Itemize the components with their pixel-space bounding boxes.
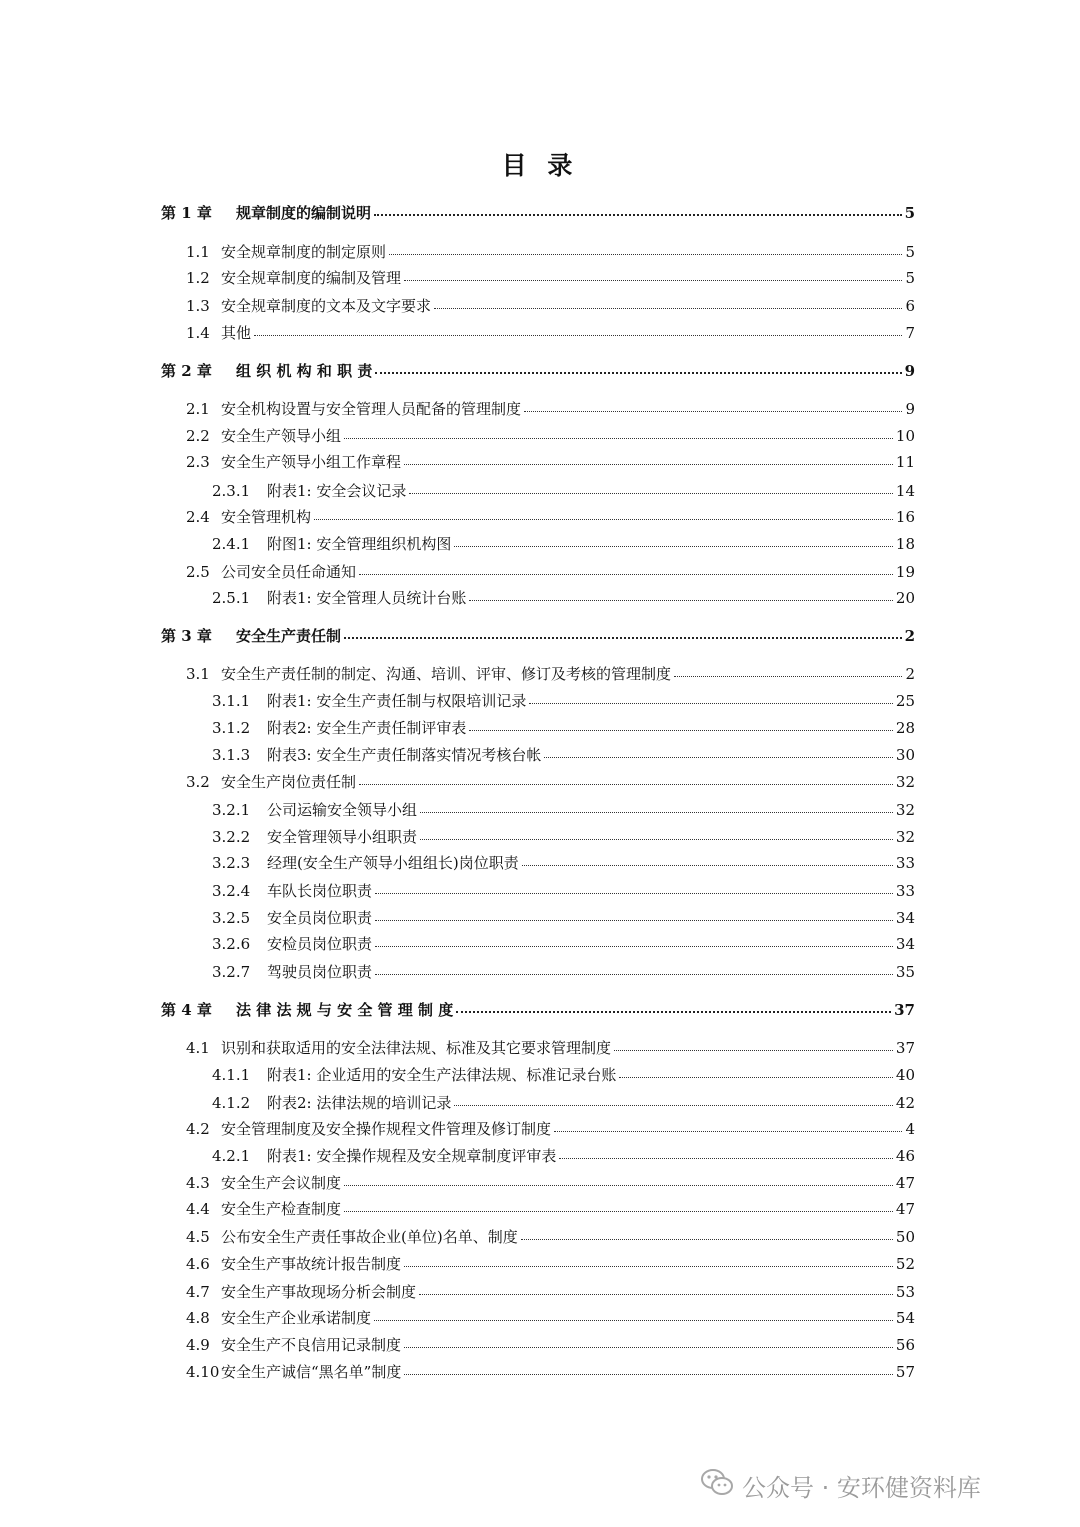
toc-entry-title: 安全规章制度的编制及管理 [221,269,402,287]
toc-entry-number: 3.2.7 [212,963,251,981]
dot-leader [404,1343,893,1348]
toc-subsection-entry[interactable] [212,934,915,954]
dot-leader [469,726,893,731]
toc-section-entry[interactable] [186,242,915,262]
toc-entry-number: 2.1 [186,400,210,418]
dot-leader [375,889,893,894]
toc-entry-title: 公司安全员任命通知 [221,563,357,581]
toc-entry-page: 46 [895,1147,915,1165]
wechat-icon [700,1467,742,1503]
toc-entry-number: 1.1 [186,243,210,261]
toc-section-entry[interactable] [186,1308,915,1328]
toc-entry-page: 9 [904,362,915,380]
toc-section-entry[interactable] [186,426,915,446]
toc-subsection-entry[interactable] [212,881,915,901]
toc-entry-page: 11 [895,453,915,471]
toc-section-entry[interactable] [186,1173,915,1193]
toc-entry-page: 7 [905,324,915,342]
dot-leader [469,596,893,601]
toc-entry-number: 4.6 [186,1255,210,1273]
dot-leader [359,780,893,785]
toc-entry-title: 识别和获取适用的安全法律法规、标准及其它要求管理制度 [221,1039,612,1057]
dot-leader [404,1262,893,1267]
toc-entry-number: 3.2.1 [212,801,251,819]
toc-entry-number: 4.5 [186,1228,210,1246]
dot-leader [674,672,902,677]
toc-entry-title: 安全生产责任制 [236,627,342,645]
toc-entry-number: 1.2 [186,269,210,287]
toc-entry-page: 32 [895,828,915,846]
toc-subsection-entry[interactable] [212,481,915,501]
toc-entry-page: 50 [895,1228,915,1246]
toc-entry-number: 4.1 [186,1039,210,1057]
toc-entry-page: 16 [895,508,915,526]
dot-leader [375,916,893,921]
dot-leader [454,1101,893,1106]
toc-entry-title: 安全生产领导小组工作章程 [221,453,402,471]
toc-entry-title: 车队长岗位职责 [267,882,373,900]
toc-section-entry[interactable] [186,1038,915,1058]
watermark-text: 公众号 · 安环健资料库 [742,1473,981,1502]
toc-entry-page: 2 [904,627,915,645]
toc-entry-page: 25 [895,692,915,710]
toc-entry-number: 4.10 [186,1363,220,1381]
dot-leader [529,699,893,704]
toc-entry-title: 安全生产会议制度 [221,1174,342,1192]
dot-leader [375,970,893,975]
toc-entry-title: 安全机构设置与安全管理人员配备的管理制度 [221,400,522,418]
toc-subsection-entry[interactable] [212,962,915,982]
toc-entry-title: 附表2: 安全生产责任制评审表 [267,719,467,737]
toc-entry-title: 安全管理机构 [221,508,312,526]
dot-leader [374,1316,893,1321]
toc-entry-page: 6 [905,297,915,315]
toc-entry-title: 安全管理领导小组职责 [267,828,418,846]
toc-entry-title: 安全生产事故现场分析会制度 [221,1283,417,1301]
toc-entry-number: 1.3 [186,297,210,315]
toc-entry-title: 安全生产不良信用记录制度 [221,1336,402,1354]
toc-entry-title: 安全生产事故统计报告制度 [221,1255,402,1273]
toc-entry-page: 47 [895,1200,915,1218]
toc-entry-title: 安全管理制度及安全操作规程文件管理及修订制度 [221,1120,552,1138]
toc-entry-title: 安全生产检查制度 [221,1200,342,1218]
toc-entry-title: 安全生产领导小组 [221,427,342,445]
dot-leader [404,1370,893,1375]
toc-section-entry[interactable] [186,268,915,288]
toc-entry-title: 附图1: 安全管理组织机构图 [267,535,452,553]
page-title: 目 录 [501,151,579,180]
dot-leader [559,1154,893,1159]
toc-entry-title: 安全生产诚信“黑名单”制度 [221,1363,402,1381]
toc-entry-title: 附表1: 安全会议记录 [267,482,407,500]
toc-entry-number: 3.2.5 [212,909,251,927]
toc-entry-number: 4.4 [186,1200,210,1218]
toc-entry-number: 3.2.6 [212,935,251,953]
toc-entry-number: 第 3 章 [161,627,212,645]
toc-entry-title: 安全生产岗位责任制 [221,773,357,791]
toc-entry-title: 安全规章制度的文本及文字要求 [221,297,432,315]
toc-entry-page: 37 [895,1039,915,1057]
toc-section-entry[interactable] [186,562,915,582]
dot-leader [619,1073,893,1078]
toc-entry-title: 法 律 法 规 与 安 全 管 理 制 度 [236,1001,454,1019]
toc-section-entry[interactable] [186,507,915,527]
toc-entry-title: 驾驶员岗位职责 [267,963,373,981]
toc-entry-title: 公布安全生产责任事故企业(单位)名单、制度 [221,1228,518,1246]
toc-entry-page: 53 [895,1283,915,1301]
toc-entry-title: 附表3: 安全生产责任制落实情况考核台帐 [267,746,542,764]
toc-entry-number: 3.1 [186,665,210,683]
dot-leader [524,407,902,412]
dot-leader [359,570,893,575]
toc-entry-title: 附表1: 安全管理人员统计台账 [267,589,467,607]
toc-entry-title: 安全规章制度的制定原则 [221,243,387,261]
toc-entry-page: 33 [895,854,915,872]
dot-leader [344,1207,893,1212]
toc-entry-page: 5 [905,269,915,287]
dot-leader [456,1007,891,1013]
toc-entry-title: 附表1: 安全生产责任制与权限培训记录 [267,692,527,710]
toc-section-entry[interactable] [186,452,915,472]
dot-leader [344,434,893,439]
toc-section-entry[interactable] [186,1335,915,1355]
toc-entry-title: 安全生产企业承诺制度 [221,1309,372,1327]
toc-section-entry[interactable] [186,1282,915,1302]
toc-entry-page: 20 [895,589,915,607]
toc-entry-title: 安检员岗位职责 [267,935,373,953]
dot-leader [420,835,893,840]
toc-subsection-entry[interactable] [212,691,915,711]
toc-entry-page: 37 [894,1001,915,1019]
dot-leader [419,1290,893,1295]
dot-leader [254,331,902,336]
toc-subsection-entry[interactable] [212,718,915,738]
toc-entry-title: 安全员岗位职责 [267,909,373,927]
toc-entry-number: 4.2 [186,1120,210,1138]
toc-entry-title: 附表1: 企业适用的安全生产法律法规、标准记录台账 [267,1066,617,1084]
toc-entry-number: 3.2 [186,773,210,791]
toc-section-entry[interactable] [186,772,915,792]
toc-section-entry[interactable] [186,1199,915,1219]
toc-section-entry[interactable] [186,1119,915,1139]
toc-entry-page: 42 [895,1094,915,1112]
toc-entry-number: 3.1.1 [212,692,251,710]
dot-leader [454,542,893,547]
toc-entry-page: 33 [895,882,915,900]
toc-entry-number: 2.5 [186,563,210,581]
toc-entry-page: 52 [895,1255,915,1273]
toc-subsection-entry[interactable] [212,588,915,608]
toc-section-entry[interactable] [186,1254,915,1274]
toc-subsection-entry[interactable] [212,800,915,820]
toc-chapter-entry[interactable] [161,203,915,223]
toc-subsection-entry[interactable] [212,745,915,765]
toc-subsection-entry[interactable] [212,853,915,873]
toc-subsection-entry[interactable] [212,1065,915,1085]
toc-entry-page: 28 [895,719,915,737]
dot-leader [344,633,902,639]
toc-entry-title: 规章制度的编制说明 [236,204,372,222]
toc-entry-title: 组 织 机 构 和 职 责 [236,362,373,380]
toc-entry-title: 附表1: 安全操作规程及安全规章制度评审表 [267,1147,557,1165]
toc-entry-title: 经理(安全生产领导小组组长)岗位职责 [267,854,519,872]
toc-entry-number: 2.2 [186,427,210,445]
toc-entry-number: 2.4.1 [212,535,251,553]
toc-entry-page: 30 [895,746,915,764]
toc-entry-page: 35 [895,963,915,981]
toc-entry-page: 19 [895,563,915,581]
toc-entry-number: 第 2 章 [161,362,212,380]
dot-leader [614,1046,893,1051]
toc-section-entry[interactable] [186,323,915,343]
toc-entry-page: 4 [905,1120,915,1138]
toc-entry-number: 4.1.2 [212,1094,251,1112]
toc-entry-number: 1.4 [186,324,210,342]
toc-section-entry[interactable] [186,664,915,684]
toc-entry-title: 公司运输安全领导小组 [267,801,418,819]
dot-leader [544,753,893,758]
dot-leader [434,304,902,309]
toc-entry-number: 2.5.1 [212,589,251,607]
toc-entry-page: 34 [895,909,915,927]
toc-entry-page: 40 [895,1066,915,1084]
toc-section-entry[interactable] [186,296,915,316]
dot-leader [375,942,893,947]
toc-entry-title: 其他 [221,324,252,342]
toc-entry-page: 57 [895,1363,915,1381]
toc-entry-page: 5 [905,243,915,261]
toc-section-entry[interactable] [186,1227,915,1247]
dot-leader [522,861,893,866]
toc-entry-number: 4.3 [186,1174,210,1192]
toc-chapter-entry[interactable] [161,626,915,646]
toc-entry-number: 2.3 [186,453,210,471]
dot-leader [375,368,901,374]
toc-entry-number: 3.2.4 [212,882,251,900]
toc-entry-page: 34 [895,935,915,953]
toc-entry-page: 47 [895,1174,915,1192]
toc-entry-page: 32 [895,801,915,819]
toc-entry-title: 附表2: 法律法规的培训记录 [267,1094,452,1112]
toc-subsection-entry[interactable] [212,534,915,554]
toc-entry-page: 5 [904,204,915,222]
toc-entry-page: 10 [895,427,915,445]
toc-entry-number: 4.7 [186,1283,210,1301]
dot-leader [314,515,893,520]
toc-entry-page: 32 [895,773,915,791]
toc-entry-page: 54 [895,1309,915,1327]
dot-leader [404,460,893,465]
dot-leader [521,1235,893,1240]
toc-entry-number: 4.9 [186,1336,210,1354]
toc-subsection-entry[interactable] [212,1146,915,1166]
toc-subsection-entry[interactable] [212,827,915,847]
dot-leader [420,808,893,813]
toc-entry-number: 3.1.2 [212,719,251,737]
toc-entry-number: 4.2.1 [212,1147,251,1165]
toc-section-entry[interactable] [186,1362,915,1382]
toc-chapter-entry[interactable] [161,361,915,381]
toc-section-entry[interactable] [186,399,915,419]
dot-leader [389,250,902,255]
toc-entry-number: 2.4 [186,508,210,526]
toc-chapter-entry[interactable] [161,1000,915,1020]
dot-leader [554,1127,902,1132]
watermark [700,1467,981,1503]
toc-entry-page: 56 [895,1336,915,1354]
dot-leader [409,489,893,494]
toc-entry-number: 4.1.1 [212,1066,251,1084]
toc-entry-number: 2.3.1 [212,482,251,500]
toc-subsection-entry[interactable] [212,908,915,928]
toc-entry-page: 2 [905,665,915,683]
toc-entry-page: 9 [905,400,915,418]
toc-subsection-entry[interactable] [212,1093,915,1113]
toc-entry-page: 14 [895,482,915,500]
toc-entry-title: 安全生产责任制的制定、沟通、培训、评审、修订及考核的管理制度 [221,665,672,683]
toc-entry-page: 18 [895,535,915,553]
dot-leader [404,276,902,281]
toc-entry-number: 4.8 [186,1309,210,1327]
dot-leader [374,210,902,216]
toc-entry-number: 3.2.2 [212,828,251,846]
toc-entry-number: 第 4 章 [161,1001,212,1019]
toc-entry-number: 3.1.3 [212,746,251,764]
dot-leader [344,1181,893,1186]
toc-entry-number: 3.2.3 [212,854,251,872]
toc-entry-number: 第 1 章 [161,204,212,222]
